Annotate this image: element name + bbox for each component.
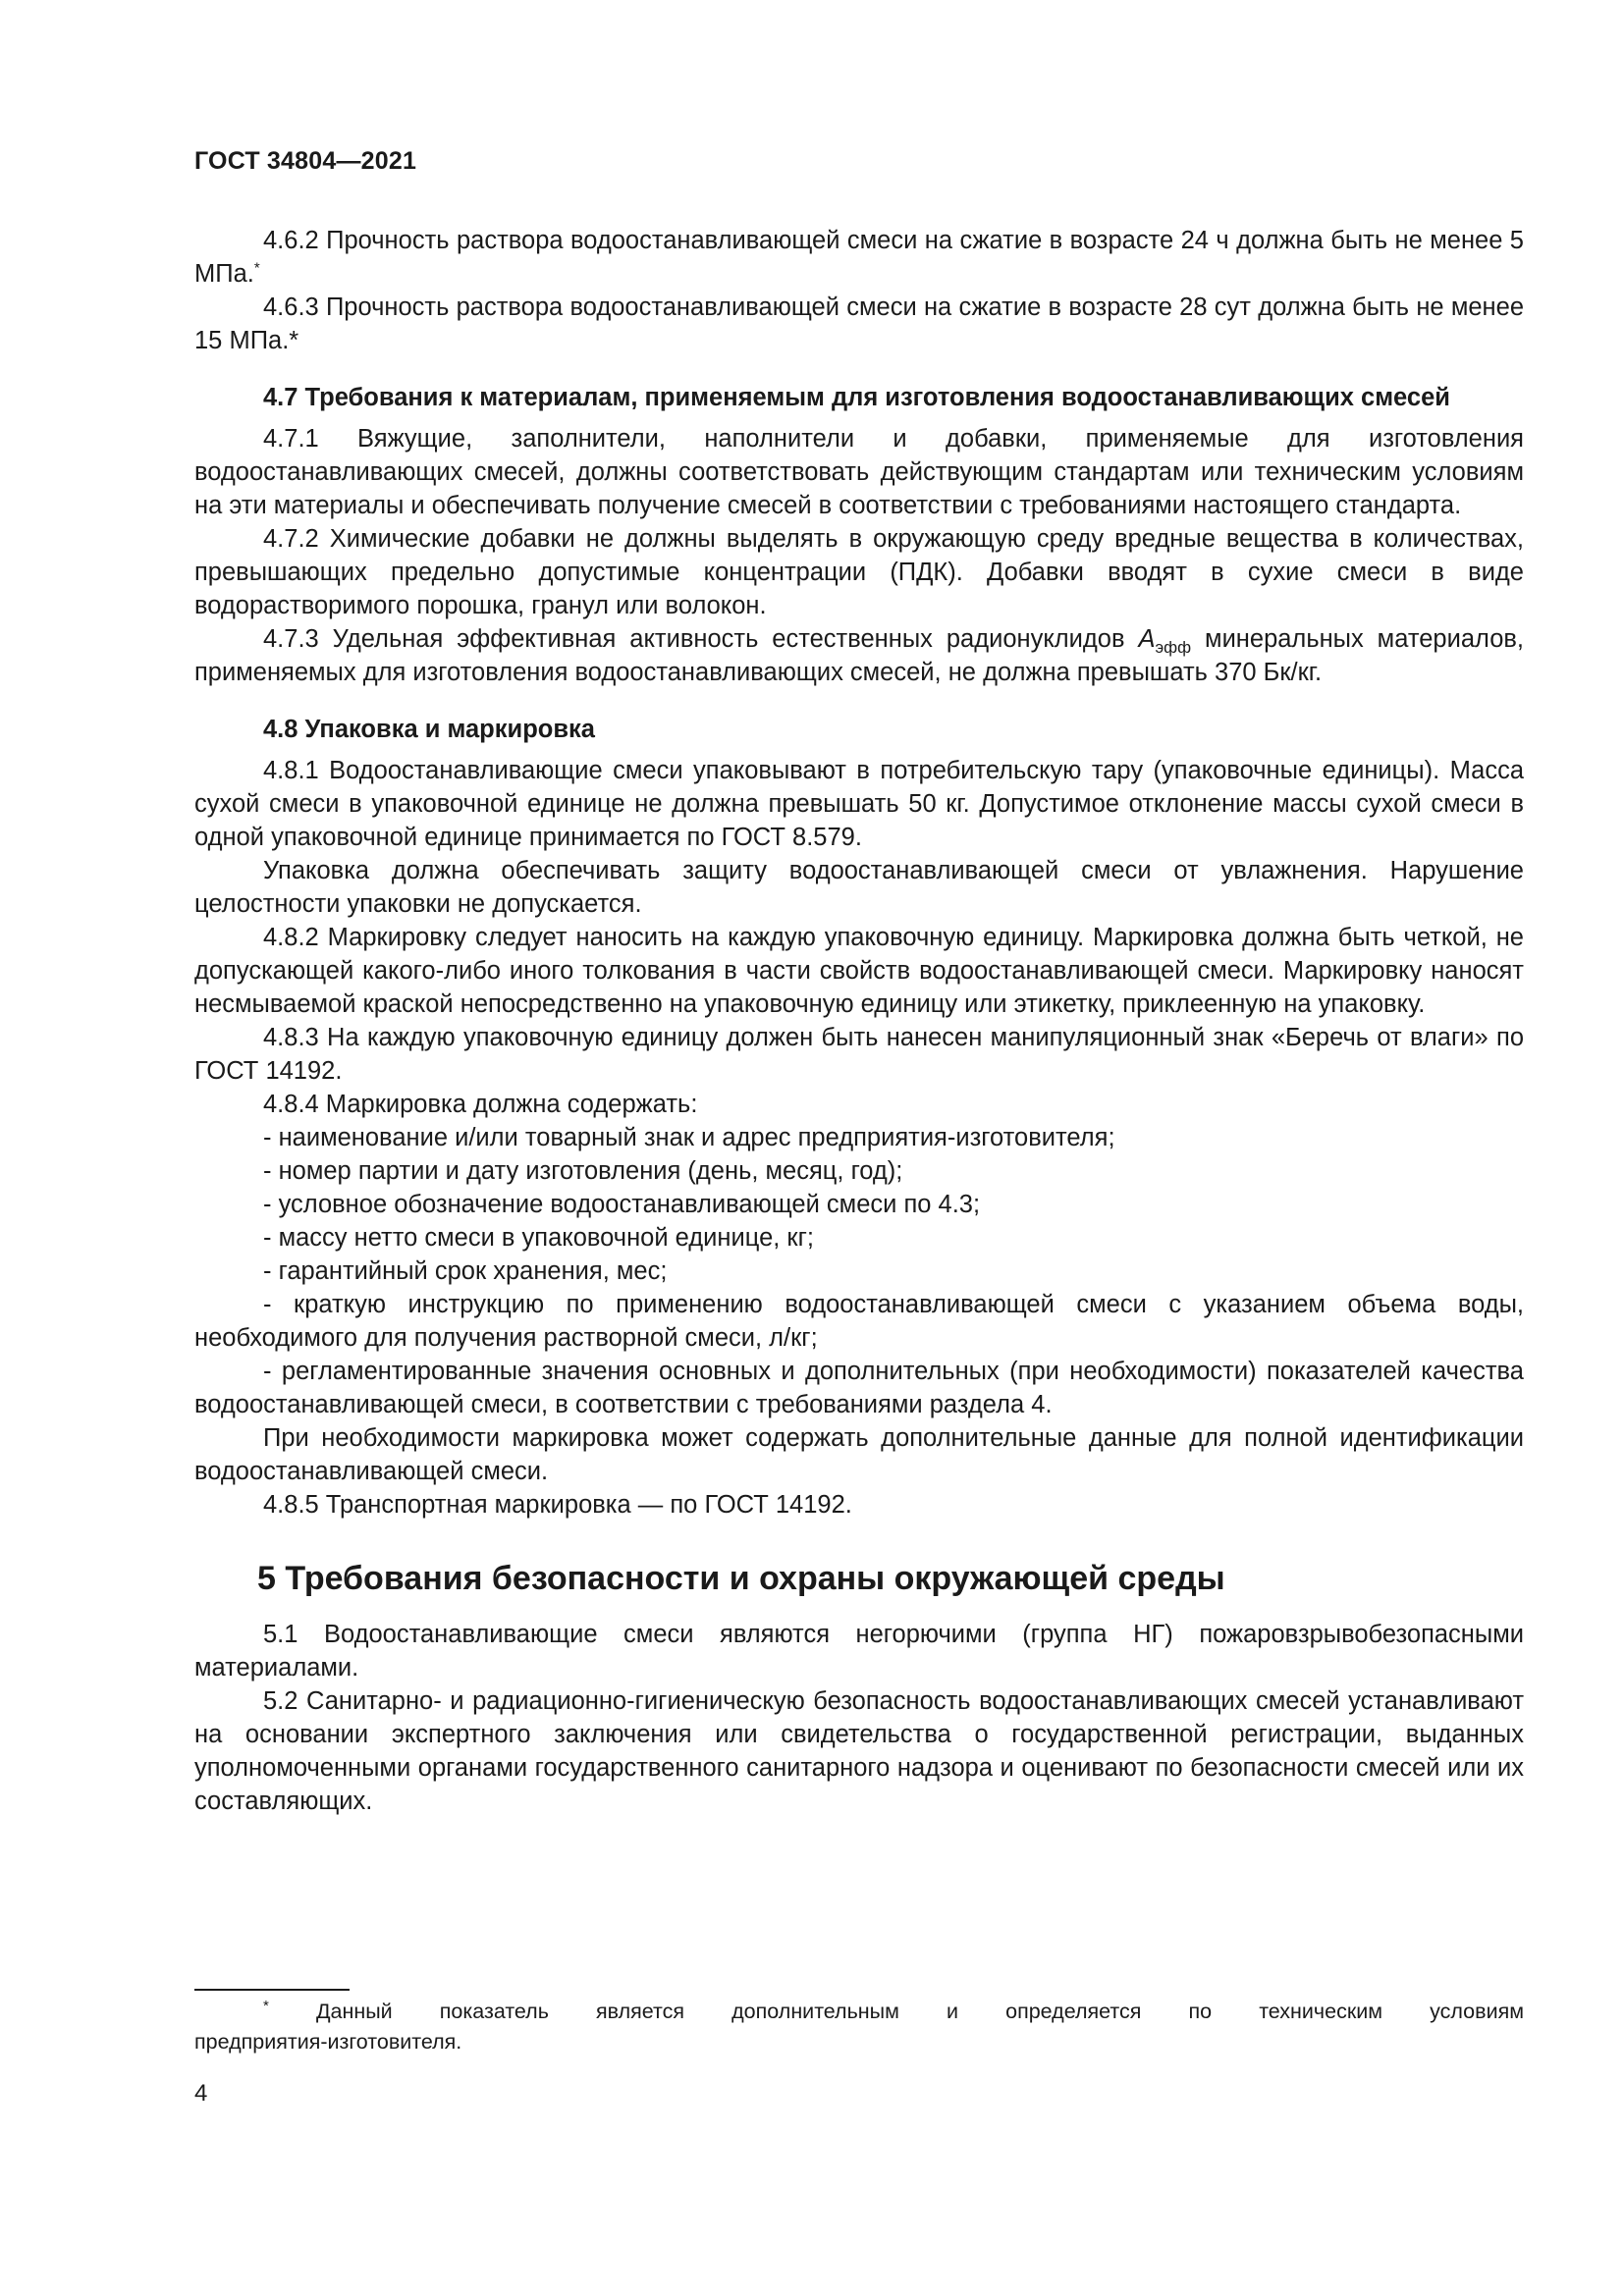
- page-number: 4: [194, 2080, 208, 2107]
- paragraph-5-1: 5.1 Водоостанавливающие смеси являются негорючими (группа НГ) пожаровзрывобезопасными материалами.: [194, 1621, 1524, 1682]
- footnote-text-1: Данный показатель является дополнительным и определяется по техническим условиям: [268, 2000, 1524, 2023]
- footnote: [194, 1997, 1524, 2057]
- heading-4-8: 4.8 Упаковка и маркировка: [263, 716, 595, 743]
- document-body: [194, 224, 1524, 1818]
- paragraph-4-8-2: 4.8.2 Маркировку следует наносить на каждую упаковочную единицу. Маркировка должна быть четкой, не допускающей какого-либо иного толкования в части свойств водоостанавливающей смеси. Маркировку наносят несмываемой краской непосредственно на упаковочную единицу или этикетку, приклеенную на упаковку.: [194, 924, 1524, 1018]
- paragraph-4-7-3: [194, 622, 1524, 689]
- list-item: - условное обозначение водоостанавливающей смеси по 4.3;: [263, 1191, 981, 1218]
- footnote-ref: *: [253, 259, 260, 277]
- paragraph-packaging: Упаковка должна обеспечивать защиту водоостанавливающей смеси от увлажнения. Нарушение целостности упаковки не допускается.: [194, 857, 1524, 918]
- paragraph-5-2: 5.2 Санитарно- и радиационно-гигиеническую безопасность водоостанавливающих смесей устанавливают на основании экспертного заключения или свидетельства о государственной регистрации, выданных уполномоченными органами государственного санитарного надзора и оценивают по безопасности смесей или их составляющих.: [194, 1687, 1524, 1815]
- symbol-subscript: эфф: [1155, 638, 1192, 657]
- paragraph-additional-data: При необходимости маркировка может содержать дополнительные данные для полной идентификации водоостанавливающей смеси.: [194, 1424, 1524, 1485]
- footnote-separator: [194, 1989, 350, 1991]
- list-item: - регламентированные значения основных и дополнительных (при необходимости) показателей качества водоостанавливающей смеси, в соответствии с требованиями раздела 4.: [194, 1358, 1524, 1418]
- list-item: - краткую инструкцию по применению водоостанавливающей смеси с указанием объема воды, необходимого для получения растворной смеси, л/кг;: [194, 1291, 1524, 1352]
- paragraph-4-8-3: 4.8.3 На каждую упаковочную единицу должен быть нанесен манипуляционный знак «Беречь от влаги» по ГОСТ 14192.: [194, 1024, 1524, 1085]
- paragraph-4-7-3-end: минеральных материалов, применяемых для изготовления водоостанавливающих смесей, не должна превышать 370 Бк/кг.: [194, 625, 1525, 686]
- paragraph-4-6-2-text: 4.6.2 Прочность раствора водоостанавливающей смеси на сжатие в возрасте 24 ч должна быть не менее 5 МПа.: [194, 227, 1524, 288]
- footnote-line-2: предприятия-изготовителя.: [194, 2030, 462, 2054]
- list-item: - гарантийный срок хранения, мес;: [263, 1257, 668, 1285]
- paragraph-4-6-3: 4.6.3 Прочность раствора водоостанавливающей смеси на сжатие в возрасте 28 сут должна быть не менее 15 МПа.*: [194, 294, 1524, 354]
- footnote-line-1: [194, 1997, 1524, 2027]
- paragraph-4-8-5: 4.8.5 Транспортная маркировка — по ГОСТ 14192.: [263, 1491, 852, 1519]
- paragraph-4-7-2: 4.7.2 Химические добавки не должны выделять в окружающую среду вредные вещества в количествах, превышающих предельно допустимые концентрации (ПДК). Добавки вводят в сухие смеси в виде водорастворимого порошка, гранул или волокон.: [194, 525, 1524, 619]
- list-item: - массу нетто смеси в упаковочной единице, кг;: [263, 1224, 814, 1252]
- paragraph-4-8-4: 4.8.4 Маркировка должна содержать:: [263, 1091, 698, 1118]
- symbol-a: A: [1138, 625, 1156, 653]
- paragraph-4-7-1: 4.7.1 Вяжущие, заполнители, наполнители и добавки, применяемые для изготовления водоостанавливающих смесей, должны соответствовать действующим стандартам или техническим условиям на эти материалы и обеспечивать получение смесей в соответствии с требованиями настоящего стандарта.: [194, 425, 1524, 519]
- paragraph-4-7-3-start: 4.7.3 Удельная эффективная активность естественных радионуклидов: [263, 625, 1139, 653]
- paragraph-4-6-2: [194, 224, 1524, 291]
- paragraph-4-8-1: 4.8.1 Водоостанавливающие смеси упаковывают в потребительскую тару (упаковочные единицы). Масса сухой смеси в упаковочной единице не должна превышать 50 кг. Допустимое отклонение массы сухой смеси в одной упаковочной единице принимается по ГОСТ 8.579.: [194, 757, 1524, 851]
- heading-4-7: 4.7 Требования к материалам, применяемым для изготовления водоостанавливающих смесей: [263, 384, 1450, 411]
- document-code-header: ГОСТ 34804—2021: [194, 147, 417, 175]
- list-item: - номер партии и дату изготовления (день, месяц, год);: [263, 1157, 903, 1185]
- list-item: - наименование и/или товарный знак и адрес предприятия-изготовителя;: [263, 1124, 1115, 1151]
- footnote-mark: *: [263, 1997, 269, 2014]
- heading-section-5: 5 Требования безопасности и охраны окружающей среды: [257, 1560, 1225, 1597]
